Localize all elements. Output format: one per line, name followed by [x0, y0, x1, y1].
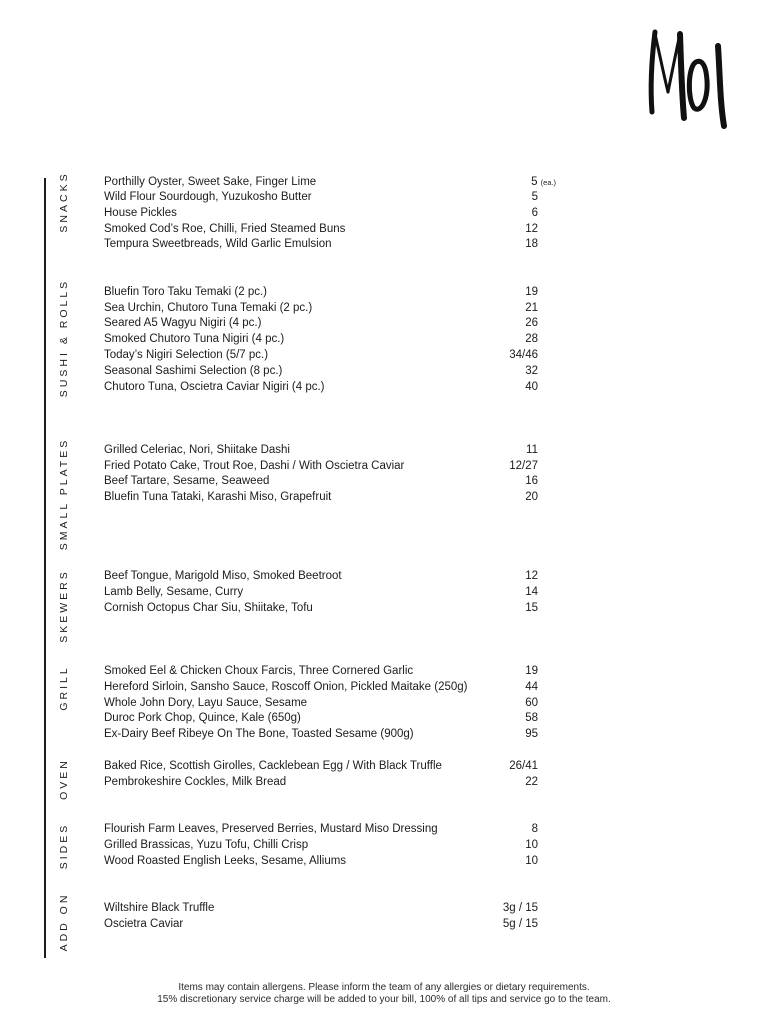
allergen-notice: Items may contain allergens. Please inform the team of any allergies or dietary requirements.: [178, 982, 590, 993]
item-price: 5: [531, 191, 538, 203]
menu-item: [104, 364, 544, 379]
item-name: Bluefin Toro Taku Temaki (2 pc.): [104, 286, 267, 298]
item-name: Smoked Eel & Chicken Choux Farcis, Three Cornered Garlic: [104, 665, 414, 677]
section-label-small-plates: SMALL PLATES: [58, 437, 70, 551]
item-name: Today’s Nigiri Selection (5/7 pc.): [104, 349, 269, 361]
item-name: Porthilly Oyster, Sweet Sake, Finger Lime: [104, 176, 317, 188]
item-name: Fried Potato Cake, Trout Roe, Dashi / With Oscietra Caviar: [104, 460, 405, 472]
item-name: Smoked Chutoro Tuna Nigiri (4 pc.): [104, 333, 285, 345]
footer-note: [0, 982, 768, 1006]
menu-item: [104, 332, 544, 347]
menu-item: [104, 316, 544, 331]
section-label-add-on: ADD ON: [58, 892, 70, 952]
section-divider-line: [44, 178, 46, 958]
menu-item: [104, 222, 544, 237]
item-price: 95: [525, 728, 538, 740]
item-name: Wood Roasted English Leeks, Sesame, Alliums: [104, 855, 347, 867]
item-name: Pembrokeshire Cockles, Milk Bread: [104, 776, 287, 788]
item-name: House Pickles: [104, 207, 177, 219]
item-price: 20: [525, 491, 538, 503]
menu-item: [104, 490, 544, 505]
menu-item: [104, 696, 544, 711]
menu-item: [104, 727, 544, 742]
item-name: Chutoro Tuna, Oscietra Caviar Nigiri (4 pc.): [104, 381, 325, 393]
menu-item: [104, 569, 544, 584]
item-price: 6: [531, 207, 538, 219]
item-name: Wiltshire Black Truffle: [104, 902, 215, 914]
item-name: Smoked Cod’s Roe, Chilli, Fried Steamed Buns: [104, 223, 346, 235]
item-price: 11: [526, 444, 538, 456]
menu-item: [104, 190, 544, 205]
section-label-grill: GRILL: [58, 665, 70, 711]
section-label-sushi-rolls: SUSHI & ROLLS: [58, 278, 70, 398]
item-price: 19: [525, 665, 538, 677]
item-price: 34/46: [509, 349, 538, 361]
item-name: Whole John Dory, Layu Sauce, Sesame: [104, 697, 308, 709]
item-price: 44: [525, 681, 538, 693]
section-label-sides: SIDES: [58, 822, 70, 870]
item-price: 12: [525, 570, 538, 582]
menu-item: [104, 775, 544, 790]
item-price: 60: [525, 697, 538, 709]
section-label-skewers: SKEWERS: [58, 569, 70, 643]
item-price: 12: [525, 223, 538, 235]
menu-item: [104, 175, 556, 190]
item-price: 5g / 15: [502, 918, 538, 930]
menu-item: [104, 759, 544, 774]
menu-item: [104, 838, 544, 853]
menu-item: [104, 601, 544, 616]
item-price: 10: [525, 839, 538, 851]
item-name: Beef Tartare, Sesame, Seaweed: [104, 475, 270, 487]
menu-item: [104, 711, 544, 726]
item-name: Hereford Sirloin, Sansho Sauce, Roscoff Onion, Pickled Maitake (250g): [104, 681, 468, 693]
item-name: Seasonal Sashimi Selection (8 pc.): [104, 365, 283, 377]
item-name: Baked Rice, Scottish Girolles, Cacklebean Egg / With Black Truffle: [104, 760, 442, 772]
item-price: 3g / 15: [502, 902, 538, 914]
menu-item: [104, 206, 544, 221]
service-charge-notice: 15% discretionary service charge will be added to your bill, 100% of all tips and service go to the team.: [157, 994, 611, 1005]
item-name: Oscietra Caviar: [104, 918, 184, 930]
item-price: 26/41: [509, 760, 538, 772]
menu-item: [104, 380, 544, 395]
item-price: 40: [525, 381, 538, 393]
item-price: 19: [525, 286, 538, 298]
item-price: 14: [525, 586, 538, 598]
item-name: Wild Flour Sourdough, Yuzukosho Butter: [104, 191, 312, 203]
menu-item: [104, 459, 544, 474]
item-price: 21: [525, 302, 538, 314]
menu-item: [104, 443, 544, 458]
item-name: Ex-Dairy Beef Ribeye On The Bone, Toasted Sesame (900g): [104, 728, 414, 740]
menu-item: [104, 237, 544, 252]
item-name: Bluefin Tuna Tataki, Karashi Miso, Grapefruit: [104, 491, 332, 503]
menu-item: [104, 822, 544, 837]
item-name: Flourish Farm Leaves, Preserved Berries, Mustard Miso Dressing: [104, 823, 438, 835]
menu-item: [104, 917, 544, 932]
item-name: Seared A5 Wagyu Nigiri (4 pc.): [104, 317, 262, 329]
item-price: 32: [525, 365, 538, 377]
item-price: 15: [525, 602, 538, 614]
item-name: Cornish Octopus Char Siu, Shiitake, Tofu: [104, 602, 313, 614]
item-price: 12/27: [509, 460, 538, 472]
item-price: 16: [525, 475, 538, 487]
section-label-snacks: SNACKS: [58, 171, 70, 233]
item-name: Beef Tongue, Marigold Miso, Smoked Beetroot: [104, 570, 342, 582]
menu-item: [104, 664, 544, 679]
menu-item: [104, 474, 544, 489]
moi-logo: [646, 26, 732, 130]
item-name: Tempura Sweetbreads, Wild Garlic Emulsion: [104, 238, 332, 250]
item-price: 8: [531, 823, 538, 835]
item-price: 58: [525, 712, 538, 724]
moi-logo-mark: [646, 26, 732, 130]
menu-item: [104, 285, 544, 300]
item-price: 10: [525, 855, 538, 867]
item-price: 26: [525, 317, 538, 329]
menu-item: [104, 301, 544, 316]
item-name: Grilled Brassicas, Yuzu Tofu, Chilli Crisp: [104, 839, 309, 851]
item-price-unit: (ea.): [540, 178, 556, 187]
section-label-oven: OVEN: [58, 758, 70, 800]
item-price: 22: [525, 776, 538, 788]
menu-item: [104, 348, 544, 363]
item-price: 18: [525, 238, 538, 250]
item-name: Duroc Pork Chop, Quince, Kale (650g): [104, 712, 301, 724]
menu-item: [104, 680, 544, 695]
item-name: Sea Urchin, Chutoro Tuna Temaki (2 pc.): [104, 302, 313, 314]
item-price: 28: [525, 333, 538, 345]
menu-item: [104, 585, 544, 600]
menu-item: [104, 901, 544, 916]
item-name: Grilled Celeriac, Nori, Shiitake Dashi: [104, 444, 290, 456]
menu-item: [104, 854, 544, 869]
item-name: Lamb Belly, Sesame, Curry: [104, 586, 244, 598]
item-price: 5: [531, 176, 538, 188]
